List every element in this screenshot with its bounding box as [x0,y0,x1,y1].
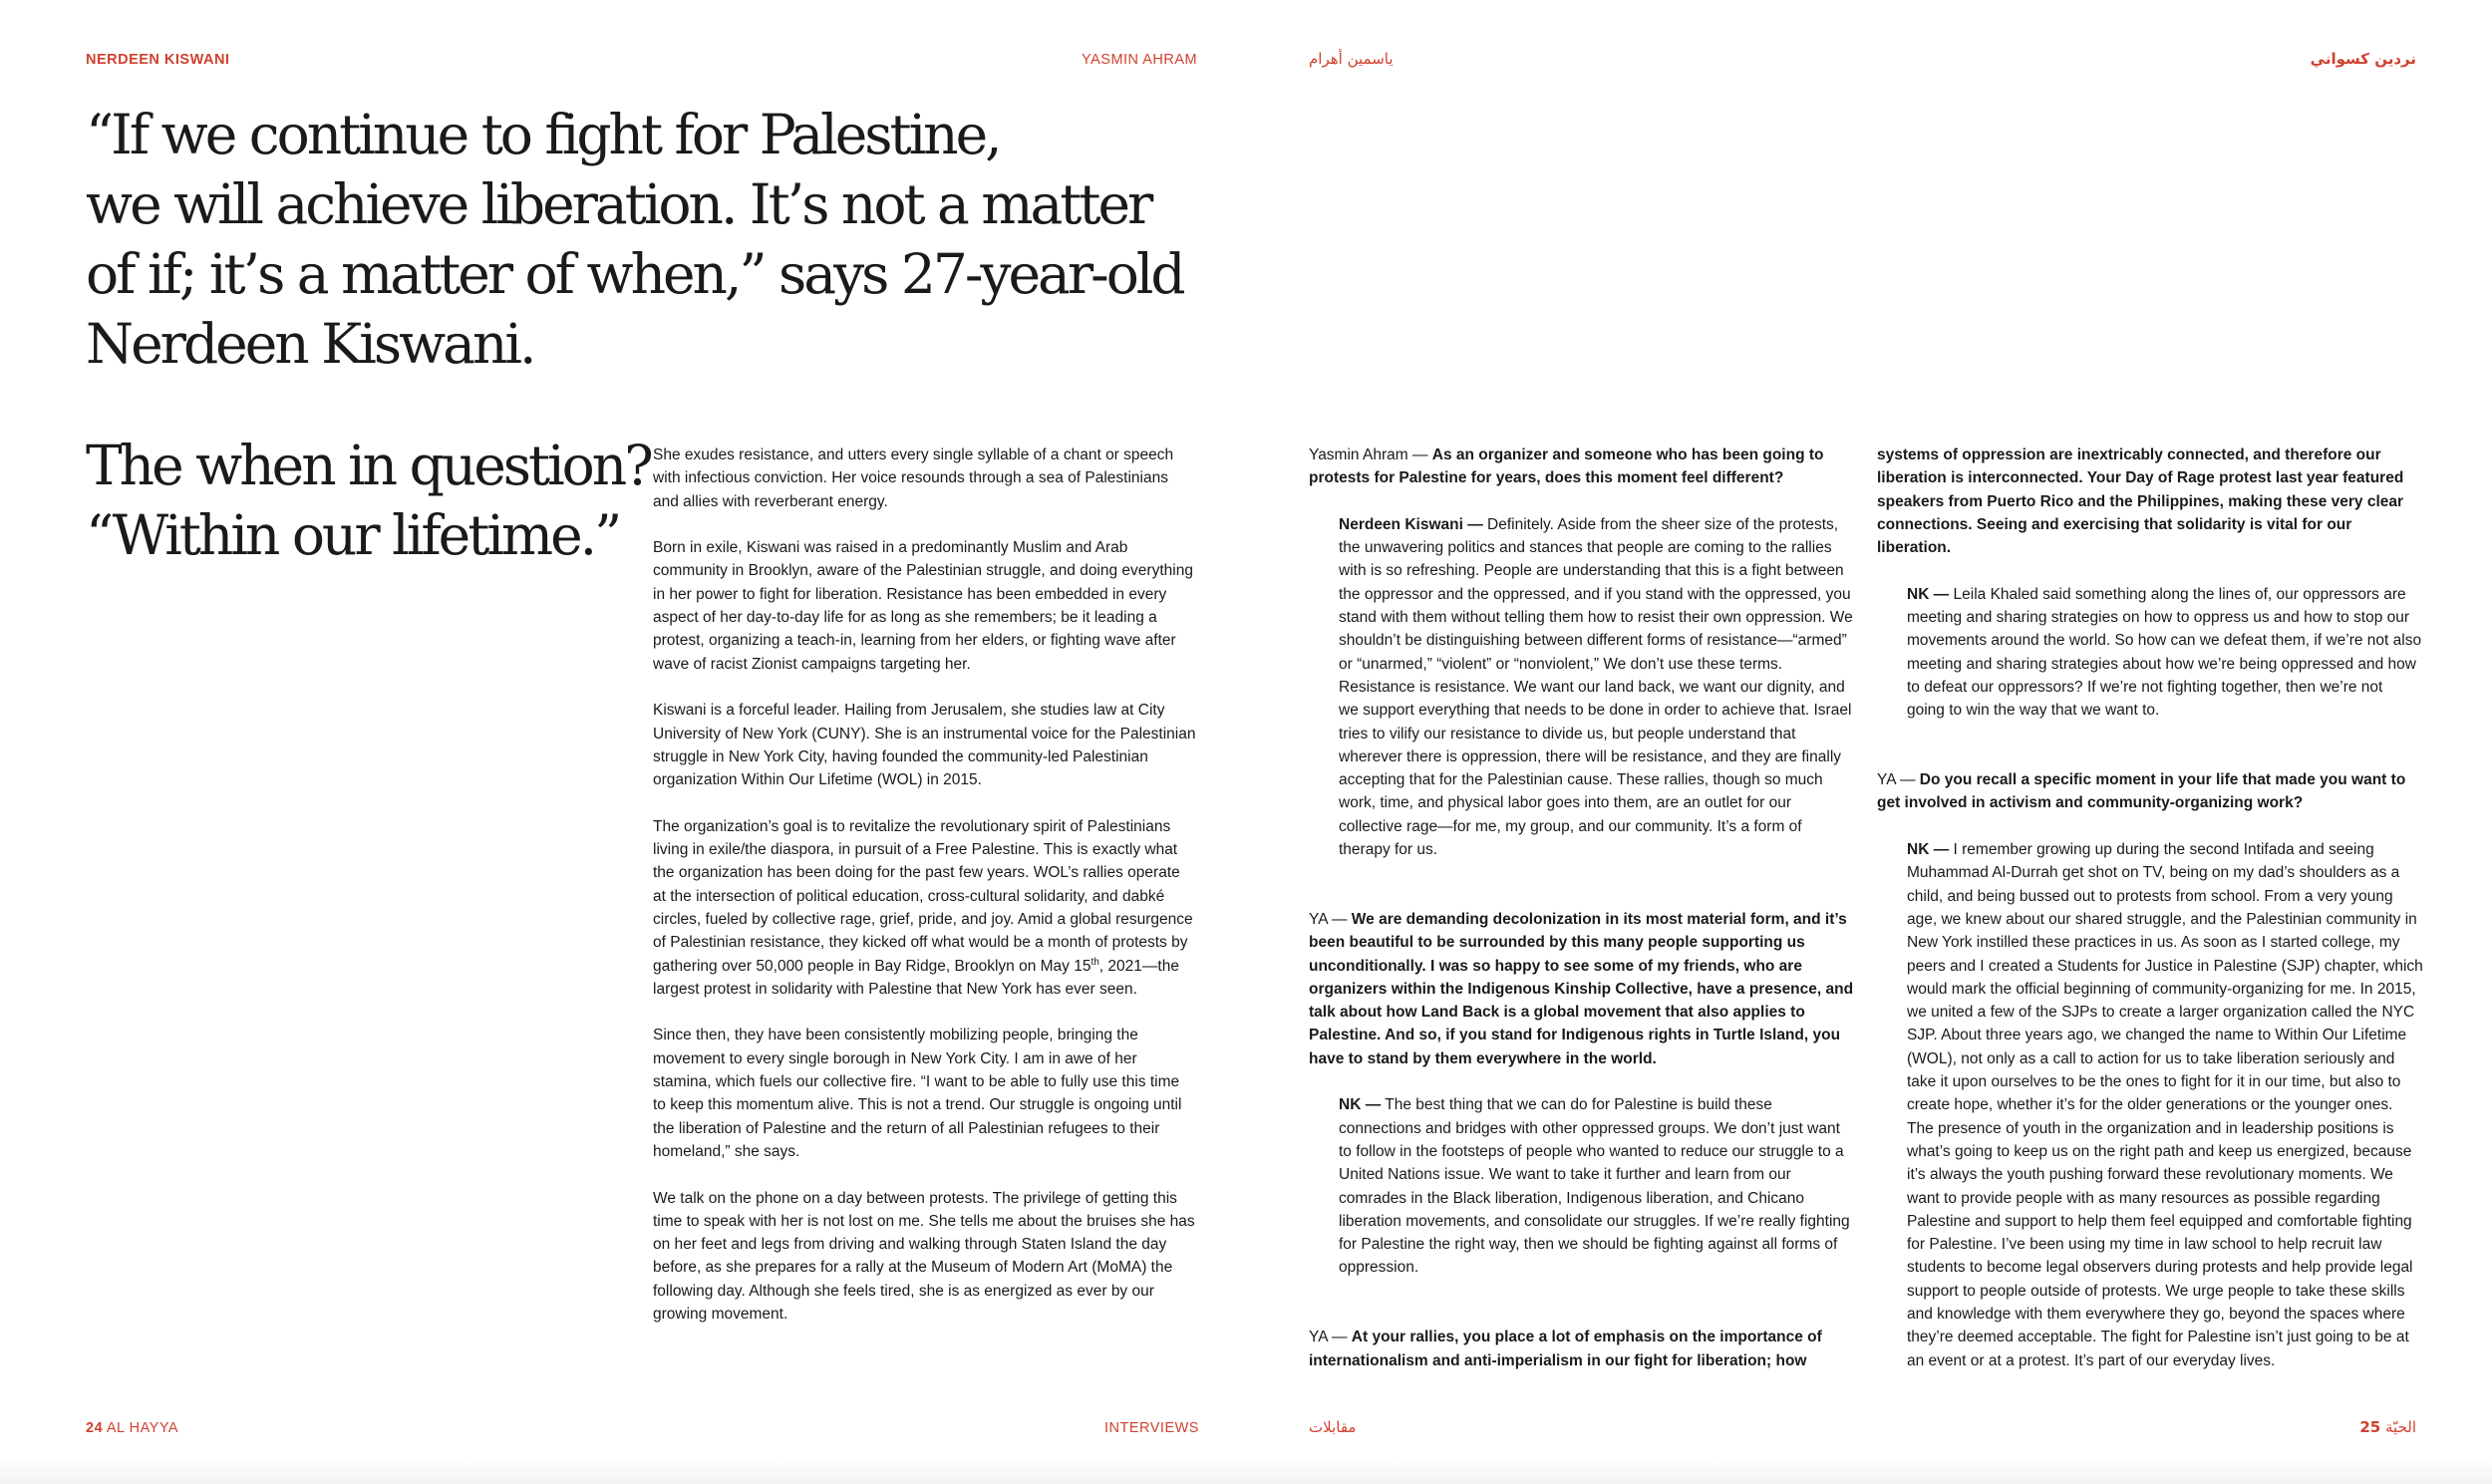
article-paragraph: She exudes resistance, and utters every single syllable of a chant or speech with infectious conviction. Her voice resounds through a sea of Palestinians and allies with reverberant energy. [653,446,1174,510]
footer-right [2359,1418,2416,1436]
running-head-interviewer-arabic: ياسمين أهرام [1309,50,1394,68]
answer-text: The best thing that we can do for Palestine is build these connections and bridges with other oppressed groups. We don’t just want to follow in the footsteps of people who wanted to reduce our struggle to a United Nations issue. We want to take it further and learn from our comrades in the Black liberation, Indigenous liberation, and Chicano liberation movements, and consolidate our struggles. If we’re really fighting for Palestine the right way, then we should be fighting against all forms of oppression. [1339,1096,1850,1277]
speaker-label: Nerdeen Kiswani — [1339,515,1483,533]
subhead-quote [86,431,651,570]
headline-quote [86,100,1202,379]
speaker-label: YA — [1877,771,1916,789]
interview-answer [1877,583,2423,723]
footer-section: INTERVIEWS [1104,1420,1199,1436]
article-intro-column [653,444,1196,1349]
article-text: The organization’s goal is to revitalize the revolutionary spirit of Palestinians living in exile/the diaspora, in pursuit of a Free Palestine. This is exactly what the organization has been doing for the past few years. WOL’s rallies operate at the intersection of political education, cross-cultural solidarity, and dabké circles, fueled by collective rage, grief, pride, and joy. Amid a global resurgence of Palestinian resistance, they kicked off what would be a month of protests by gathering over 50,000 people in Bay Ridge, Brooklyn on May 15 [653,817,1193,975]
question-text: We are demanding decolonization in its most material form, and it’s been beautiful to be surrounded by this many people supporting us unconditionally. I was so happy to see some of my friends, who are organizers within the Indigenous Kinship Collective, have a presence, and talk about how Land Back is a global movement that also applies to Palestine. And so, if you stand for Indigenous rights in Turtle Island, you have to stand by them everywhere in the world. [1309,910,1854,1067]
page-number: 24 [86,1420,104,1436]
speaker-label: NK — [1907,841,1950,859]
page-bottom-shadow [0,1455,2492,1484]
headline-line: we will achieve liberation. It’s not a matter [86,172,1151,236]
question-text: At your rallies, you place a lot of emphasis on the importance of internationalism and anti-imperialism in our fight for liberation; how [1309,1329,1822,1369]
interview-answer [1309,1093,1855,1279]
article-paragraph: We talk on the phone on a day between protests. The privilege of getting this time to speak with her is not lost on me. She tells me about the bruises she has on her feet and legs from driving and walking through Staten Island the day before, as she prepares for a rally at the Museum of Modern Art (MoMA) the following day. Although she feels tired, she is as energized as ever by our growing movement. [653,1189,1195,1323]
article-paragraph [653,815,1196,1001]
question-text: systems of oppression are inextricably connected, and therefore our liberation is interconnected. Your Day of Rage protest last year featured speakers from Puerto Rico and the Philippines, making these very clear connections. Seeing and exercising that solidarity is vital for our liberation. [1877,446,2404,557]
speaker-label: YA — [1309,910,1348,928]
footer-left [86,1420,178,1436]
interview-question-continued [1877,444,2423,559]
headline-line: Nerdeen Kiswani. [86,312,534,376]
answer-text: Leila Khaled said something along the lines of, our oppressors are meeting and sharing strategies on how to oppress us and how to stop our movements around the world. So how can we defeat them, if we’re not also meeting and sharing strategies about how we’re being oppressed and how to defeat our oppressors? If we’re not fighting together, then we’re not going to win the way that we want to. [1907,585,2422,720]
footer-section-arabic: مقابلات [1309,1418,1357,1436]
ordinal-suffix: th [1090,956,1099,968]
interview-question [1309,908,1855,1070]
interview-question [1877,768,2423,815]
article-text: , 2021—the largest protest in solidarity with Palestine that New York has ever seen. [653,957,1179,998]
question-text: Do you recall a specific moment in your life that made you want to get involved in activism and community-organizing work? [1877,771,2406,812]
publication-name: AL HAYYA [106,1420,179,1436]
running-head-name-arabic: نردين كسواني [2310,50,2416,68]
interview-answer [1309,513,1855,861]
running-head-name: NERDEEN KISWANI [86,52,230,68]
subhead-line: The when in question? [86,434,651,497]
speaker-label: YA — [1309,1329,1348,1346]
headline-line: of if; it’s a matter of when,” says 27-year-old [86,242,1183,306]
interview-question [1309,444,1855,490]
interview-question [1309,1326,1855,1372]
article-paragraph: Born in exile, Kiswani was raised in a predominantly Muslim and Arab community in Brooklyn, aware of the Palestinian struggle, and doing everything in her power to fight for liberation. Resistance has been embedded in every aspect of her day-to-day life for as long as she remembers; be it leading a protest, organizing a teach-in, learning from her elders, or fighting wave after wave of racist Zionist campaigns targeting her. [653,539,1193,673]
article-paragraph: Since then, they have been consistently mobilizing people, bringing the movement to every single borough in New York City. I am in awe of her stamina, which fuels our collective fire. “I want to be able to fully use this time to keep this momentum alive. This is not a trend. Our struggle is ongoing until the liberation of Palestine and the return of all Palestinian refugees to their homeland,” she says. [653,1027,1182,1160]
interview-answer [1877,838,2423,1372]
subhead-line: “Within our lifetime.” [86,503,620,567]
speaker-label: NK — [1907,585,1950,603]
answer-text: I remember growing up during the second Intifada and seeing Muhammad Al-Durrah get shot on TV, being on my dad’s shoulders as a child, and being bussed out to protests from school. From a very young age, we knew about our shared struggle, and the Palestinian community in New York instilled these practices in us. As soon as I started college, my peers and I created a Students for Justice in Palestine (SJP) chapter, which would mark the official beginning of community-organizing for me. In 2015, we united a few of the SJPs to create a larger organization called the NYC SJP. About three years ago, we changed the name to Within Our Lifetime (WOL), not only as a call to action for us to take liberation seriously and take it upon ourselves to be the ones to fight for it in our time, but also to create hope, whether it’s for the older generations or the younger ones. The presence of youth in the organization and in leadership positions is what’s going to keep us on the right path and keep us energized, because it’s always the youth pushing forward these revolutionary moments. We want to provide people with as many resources as possible regarding Palestine and support to help them feel equipped and comfortable fighting for Palestine. I’ve been using my time in law school to help recruit law students to become legal observers during protests and help provide legal support to people outside of protests. We urge people to take these skills and knowledge with them everywhere they go, beyond the spaces where they’re deemed acceptable. The fight for Palestine isn’t just going to be at an event or at a protest. It’s part of our everyday lives. [1907,841,2423,1369]
answer-text: Definitely. Aside from the sheer size of the protests, the unwavering politics and stances that people are coming to the rallies with is so refreshing. People are understanding that this is a fight between the oppressor and the oppressed, and if you stand with the oppressed, you stand with them without telling them how to resist their own oppression. We shouldn’t be distinguishing between different forms of resistance—“armed” or “unarmed,” “violent” or “nonviolent,” We don’t use these terms. Resistance is resistance. We want our land back, we want our dignity, and we support everything that needs to be done in order to achieve that. Israel tries to vilify our resistance to divide us, but people understand that wherever there is oppression, there will be resistance, and they are finally accepting that for the Palestinian cause. These rallies, though so much work, time, and physical labor goes into them, are an outlet for our collective rage—for me, my group, and our community. It’s a form of therapy for us. [1339,515,1853,859]
question-text: As an organizer and someone who has been going to protests for Palestine for years, does this moment feel different? [1309,446,1824,487]
page-number: 25 [2359,1418,2381,1436]
interview-column-left [1309,444,1855,1395]
article-paragraph: Kiswani is a forceful leader. Hailing from Jerusalem, she studies law at City University of New York (CUNY). She is an instrumental voice for the Palestinian struggle in New York City, having founded the community-led Palestinian organization Within Our Lifetime (WOL) in 2015. [653,702,1196,789]
headline-line: “If we continue to fight for Palestine, [86,103,1000,166]
running-head-interviewer: YASMIN AHRAM [1082,52,1198,68]
publication-name-arabic: الحيّة [2385,1418,2416,1436]
speaker-label: NK — [1339,1096,1382,1114]
interview-column-right [1877,444,2423,1395]
speaker-label: Yasmin Ahram — [1309,446,1428,463]
